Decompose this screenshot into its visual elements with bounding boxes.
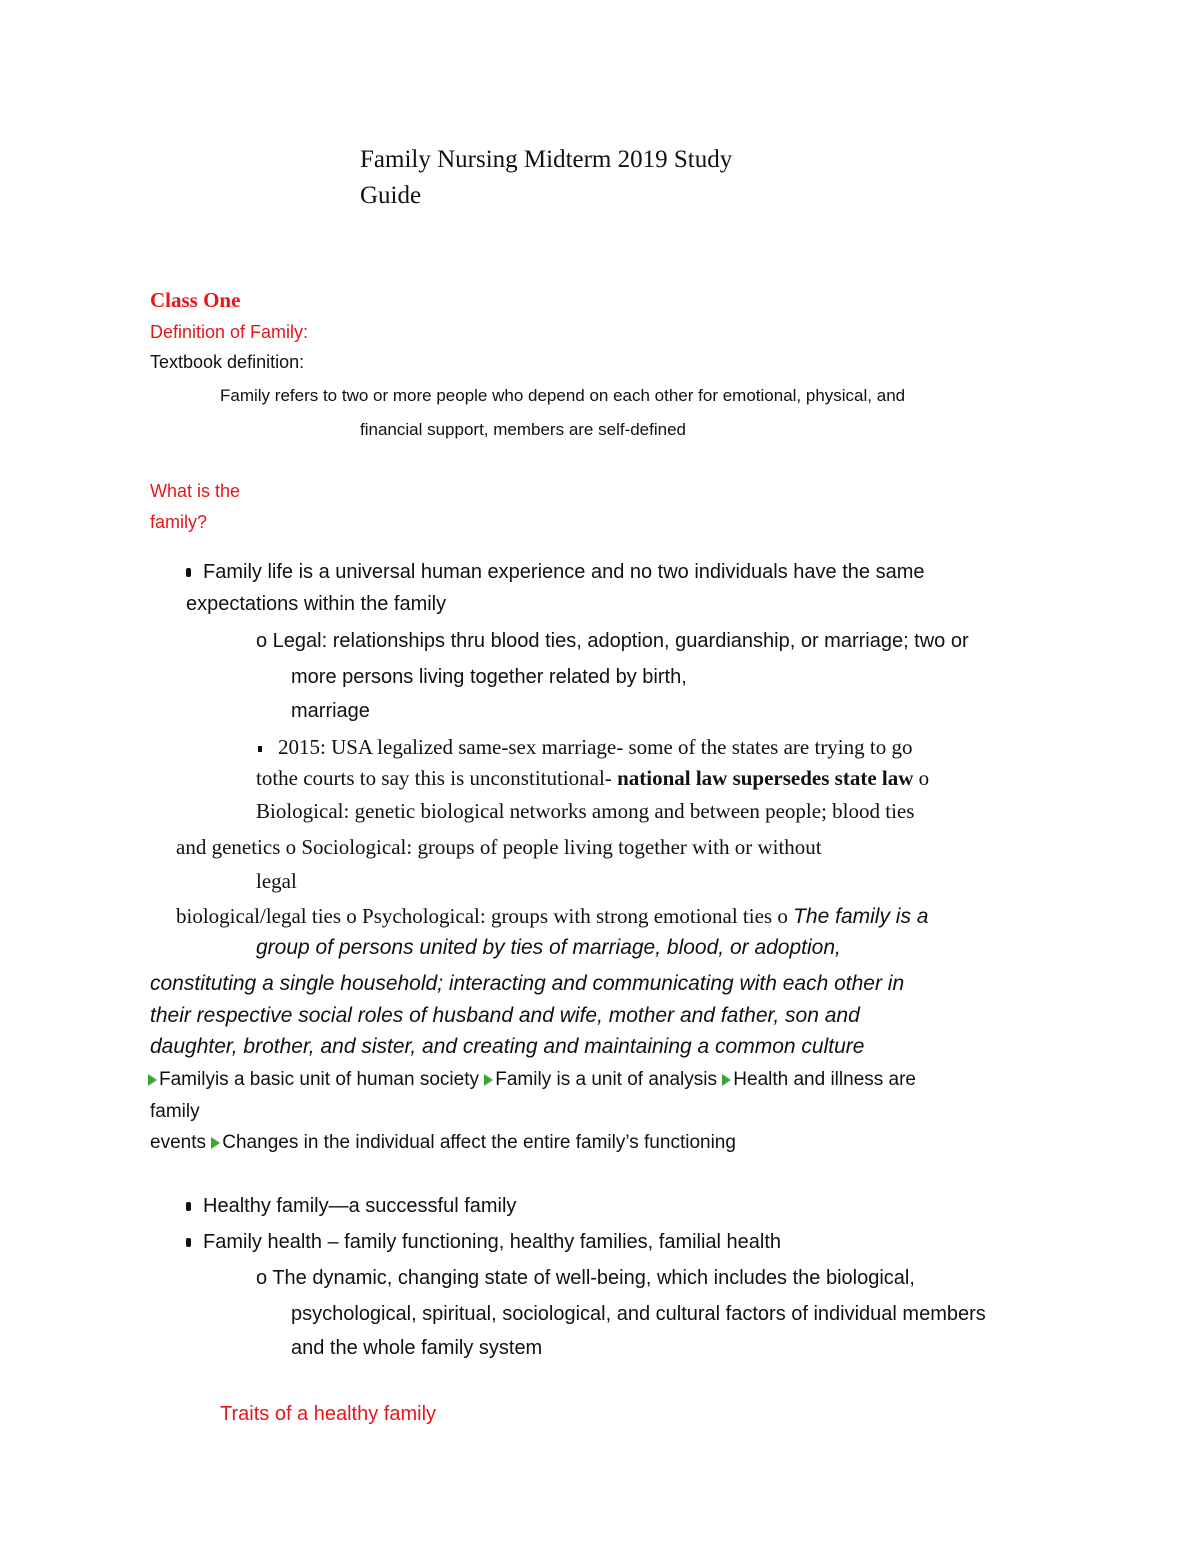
arrow-line2: family (150, 1101, 200, 1122)
traits-heading: Traits of a healthy family (220, 1403, 437, 1425)
dynamic-line2: psychological, spiritual, sociological, and cultural factors of individual members (291, 1303, 986, 1325)
bullet-family-health: Family health – family functioning, healthy families, familial health (186, 1228, 781, 1256)
arrow-icon (484, 1074, 493, 1086)
bullet-family-life-cont: expectations within the family (186, 593, 447, 615)
year2015-line2: tothe courts to say this is unconstitutional- national law supersedes state law o (256, 766, 930, 790)
textbook-label: Textbook definition: (150, 352, 305, 372)
what-heading-line1: What is the (150, 481, 241, 501)
definition-text-line1: Family refers to two or more people who depend on each other for emotional, physical, and (220, 386, 906, 405)
doc-title-line1: Family Nursing Midterm 2019 Study (360, 146, 733, 173)
biological-line3: legal (256, 869, 297, 893)
italic-def-line1: group of persons united by ties of marriage, blood, or adoption, (256, 936, 841, 959)
legal-line1: o Legal: relationships thru blood ties, adoption, guardianship, or marriage; two or (256, 630, 969, 652)
biological-line2: and genetics o Sociological: groups of people living together with or without (176, 835, 822, 859)
arrow-icon (148, 1074, 157, 1086)
psych-line: biological/legal ties o Psychological: groups with strong emotional ties o The family is a (176, 904, 929, 928)
class-heading: Class One (150, 288, 241, 312)
italic-def-line4: daughter, brother, and sister, and creating and maintaining a common culture (150, 1035, 865, 1058)
italic-def-line2: constituting a single household; interacting and communicating with each other in (150, 972, 905, 995)
definition-text-line2: financial support, members are self-defined (360, 420, 686, 439)
dynamic-line3: and the whole family system (291, 1337, 543, 1359)
year2015-line1: 2015: USA legalized same-sex marriage- some of the states are trying to go (258, 733, 912, 761)
legal-line3: marriage (291, 700, 370, 722)
bullet-family-life: Family life is a universal human experience and no two individuals have the same (186, 558, 925, 586)
arrow-icon (722, 1074, 731, 1086)
doc-title-line2: Guide (360, 182, 422, 209)
bullet-healthy-family: Healthy family—a successful family (186, 1192, 516, 1220)
dynamic-line1: o The dynamic, changing state of well-being, which includes the biological, (256, 1267, 915, 1289)
square-bullet-icon (258, 746, 262, 752)
arrow-icon (211, 1137, 220, 1149)
bullet-icon (186, 568, 191, 577)
legal-line2: more persons living together related by birth, (291, 666, 687, 688)
what-heading-line2: family? (150, 512, 208, 532)
bullet-icon (186, 1238, 191, 1247)
italic-def-line3: their respective social roles of husband and wife, mother and father, son and (150, 1004, 860, 1027)
definition-heading: Definition of Family: (150, 322, 309, 342)
national-law-bold: national law supersedes state law (617, 766, 914, 790)
biological-line1: Biological: genetic biological networks among and between people; blood ties (256, 799, 915, 823)
bullet-icon (186, 1202, 191, 1211)
arrow-line1: Familyis a basic unit of human society Family is a unit of analysis Health and illness are (148, 1066, 916, 1094)
arrow-line3: events Changes in the individual affect the entire family’s functioning (150, 1132, 736, 1153)
